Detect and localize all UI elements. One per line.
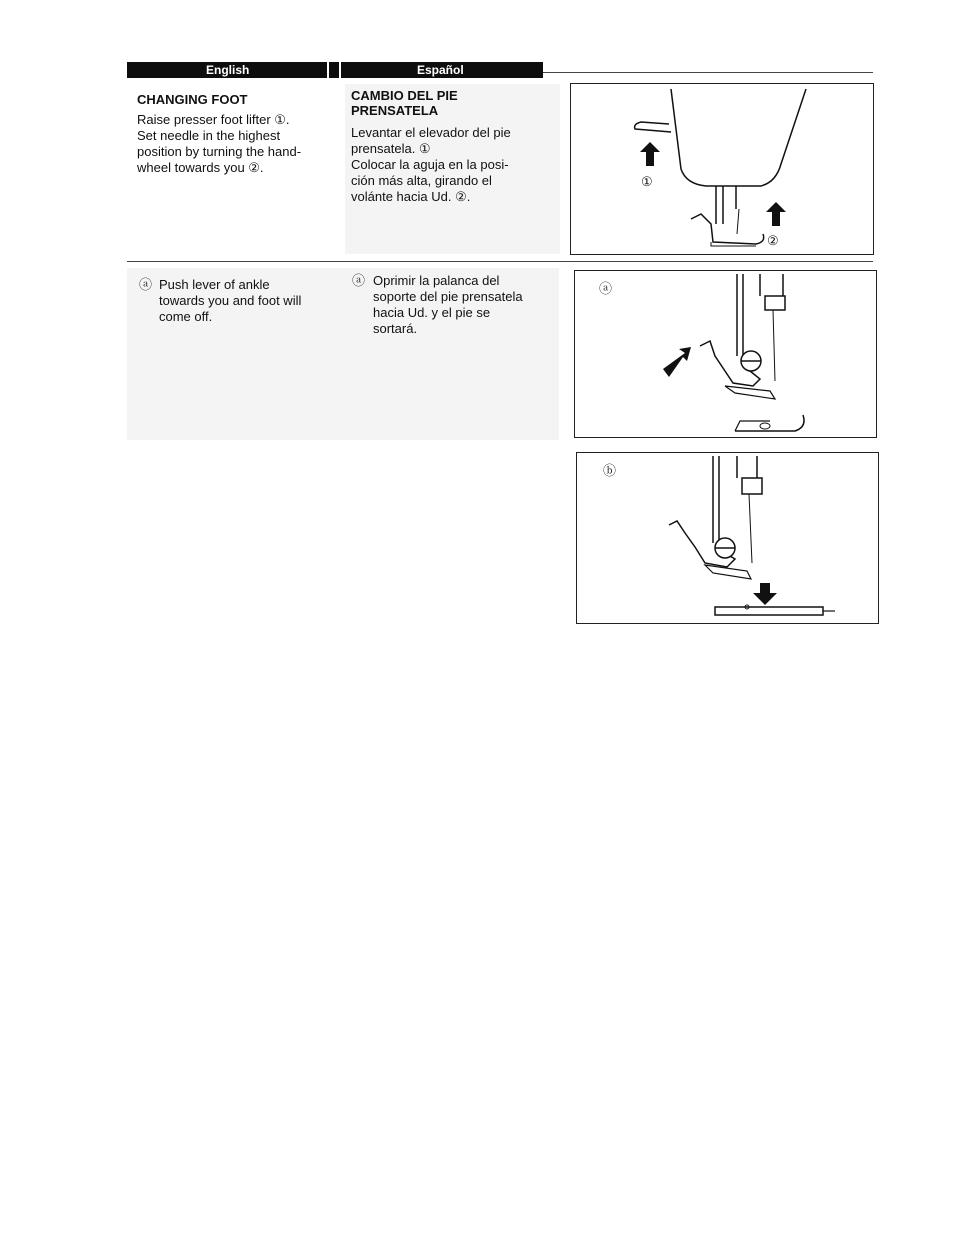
section2-spanish-marker: ⓐ: [352, 273, 366, 288]
section-divider: [127, 261, 873, 262]
figure-marker-1: ①: [641, 174, 653, 189]
section2-spanish-text: Oprimir la palanca del soporte del pie prensatela hacia Ud. y el pie se sortará.: [373, 273, 523, 336]
foot-removed-illustration: [577, 453, 878, 623]
figure-a-label: ⓐ: [599, 281, 613, 296]
english-tab: [127, 62, 327, 78]
section1-spanish-text: Levantar el elevador del pie prensatela. ① Colocar la aguja en la posi- ción más alta, girando el volánte hacia Ud. ②.: [351, 125, 511, 204]
section1-english-heading: CHANGING FOOT: [137, 92, 248, 107]
figure-raise-foot: [570, 83, 874, 255]
section2-english-marker: ⓐ: [139, 277, 153, 292]
spanish-tab-label: Español: [417, 63, 464, 77]
presser-foot-release-illustration: [575, 271, 876, 437]
figure-b-foot-off: [576, 452, 879, 624]
spanish-tab: [341, 62, 543, 78]
sewing-machine-head-illustration: [571, 84, 873, 254]
section1-english-text: Raise presser foot lifter ①. Set needle in the highest position by turning the hand- wheel towards you ②.: [137, 112, 302, 175]
figure-b-label: ⓑ: [603, 463, 617, 478]
section1-spanish-heading: CAMBIO DEL PIE PRENSATELA: [351, 88, 458, 118]
figure-marker-2: ②: [767, 233, 779, 248]
header-rule: [543, 72, 873, 73]
section2-english-text: Push lever of ankle towards you and foot will come off.: [159, 277, 302, 324]
english-tab-label: English: [206, 63, 250, 77]
figure-a-push-lever: [574, 270, 877, 438]
tab-divider: [329, 62, 339, 78]
